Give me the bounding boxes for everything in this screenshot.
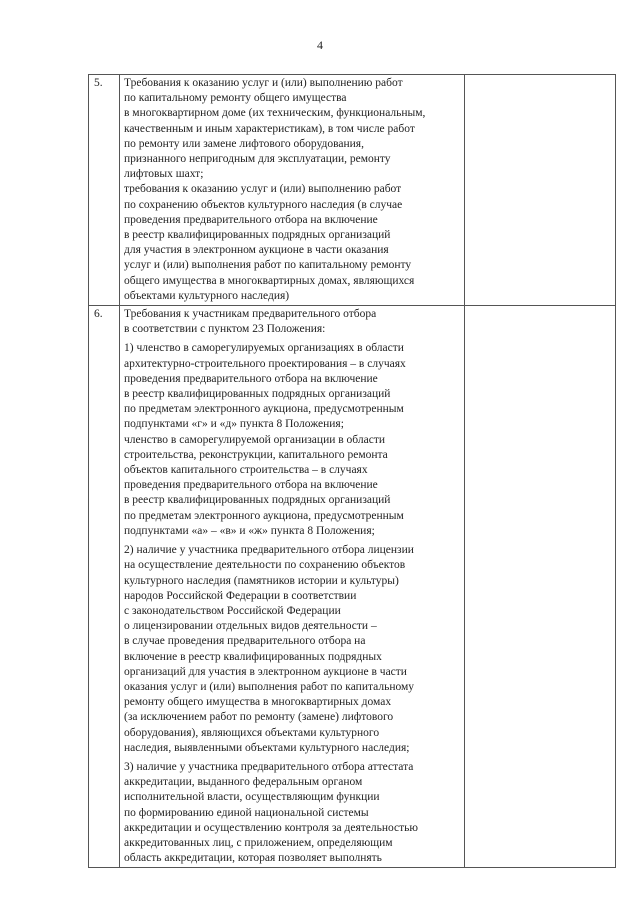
text-line: аккредитации и осуществлению контроля за деятельностью [124, 821, 418, 834]
text-line: по капитальному ремонту общего имущества [124, 92, 347, 105]
text-line: общего имущества в многоквартирных домах, являющихся [124, 274, 415, 287]
table-row [89, 75, 616, 306]
text-line: в соответствии с пунктом 23 Положения: [124, 323, 326, 336]
text-line: организаций для участия в электронном аукционе в части [124, 665, 407, 678]
text-line: оказания услуг и (или) выполнения работ по капитальному [124, 680, 415, 693]
text-line: с законодательством Российской Федерации [124, 604, 341, 617]
text-line: строительства, реконструкции, капитального ремонта [124, 448, 388, 461]
text-line: признанного непригодным для эксплуатации, ремонту [124, 153, 391, 166]
page-number: 4 [317, 38, 323, 52]
text-line: оборудования), являющихся объектами культурного [124, 726, 380, 739]
text-line: Требования к оказанию услуг и (или) выполнению работ [124, 77, 403, 89]
text-line: о лицензировании отдельных видов деятельности – [124, 620, 377, 633]
text-line: подпунктами «а» – «в» и «ж» пункта 8 Положения; [124, 524, 375, 537]
text-line: народов Российской Федерации в соответствии [124, 589, 357, 602]
requirements-table [88, 74, 616, 868]
text-line: включение в реестр квалифицированных подрядных [124, 650, 382, 663]
text-line: требования к оказанию услуг и (или) выполнению работ [124, 183, 402, 196]
text-line: Требования к участникам предварительного отбора [124, 308, 377, 321]
row-text [120, 306, 465, 868]
text-line: в реестр квалифицированных подрядных организаций [124, 229, 391, 242]
text-line: на осуществление деятельности по сохранению объектов [124, 559, 406, 572]
text-line: лифтовых шахт; [124, 168, 204, 181]
text-line: область аккредитации, которая позволяет выполнять [124, 852, 382, 865]
text-line: в многоквартирном доме (их техническим, функциональным, [124, 107, 426, 120]
text-line: членство в саморегулируемой организации в области [124, 433, 385, 446]
text-line: исполнительной власти, осуществляющим функции [124, 791, 380, 804]
table-row [89, 306, 616, 868]
text-line: проведения предварительного отбора на включение [124, 372, 378, 385]
text-line: в реестр квалифицированных подрядных организаций [124, 388, 391, 401]
row-number: 6. [89, 306, 120, 868]
text-line: ремонту общего имущества в многоквартирных домах [124, 696, 392, 709]
text-line: 2) наличие у участника предварительного отбора лицензии [124, 544, 414, 557]
text-line: архитектурно-строительного проектирования – в случаях [124, 357, 406, 370]
text-line: наследия, выявленными объектами культурного наследия; [124, 741, 410, 754]
text-line: по ремонту или замене лифтового оборудования, [124, 137, 364, 150]
text-line: (за исключением работ по ремонту (замене) лифтового [124, 711, 394, 724]
text-line: аккредитованных лиц, с приложением, определяющим [124, 836, 393, 849]
text-line: культурного наследия (памятников истории и культуры) [124, 574, 399, 587]
text-line: аккредитации, выданного федеральным органом [124, 776, 363, 789]
text-line: 1) членство в саморегулируемых организациях в области [124, 342, 404, 355]
text-line: объектами культурного наследия) [124, 289, 290, 302]
row-value-cell [465, 306, 616, 868]
text-line: по сохранению объектов культурного наследия (в случае [124, 198, 403, 211]
row-text [120, 75, 465, 306]
text-line: проведения предварительного отбора на включение [124, 213, 378, 226]
text-line: услуг и (или) выполнения работ по капитальному ремонту [124, 259, 412, 272]
text-line: 3) наличие у участника предварительного отбора аттестата [124, 760, 414, 773]
text-line: для участия в электронном аукционе в части оказания [124, 244, 389, 257]
text-line: проведения предварительного отбора на включение [124, 479, 378, 492]
text-line: по формированию единой национальной системы [124, 806, 369, 819]
row-value-cell [465, 75, 616, 306]
text-line: в случае проведения предварительного отбора на [124, 635, 366, 648]
text-line: в реестр квалифицированных подрядных организаций [124, 494, 391, 507]
text-line: качественным и иным характеристикам), в том числе работ [124, 122, 415, 135]
text-line: объектов капитального строительства – в случаях [124, 464, 368, 477]
text-line: по предметам электронного аукциона, предусмотренным [124, 509, 404, 522]
row-number: 5. [89, 75, 120, 306]
text-line: по предметам электронного аукциона, предусмотренным [124, 403, 404, 416]
text-line: подпунктами «г» и «д» пункта 8 Положения; [124, 418, 344, 431]
